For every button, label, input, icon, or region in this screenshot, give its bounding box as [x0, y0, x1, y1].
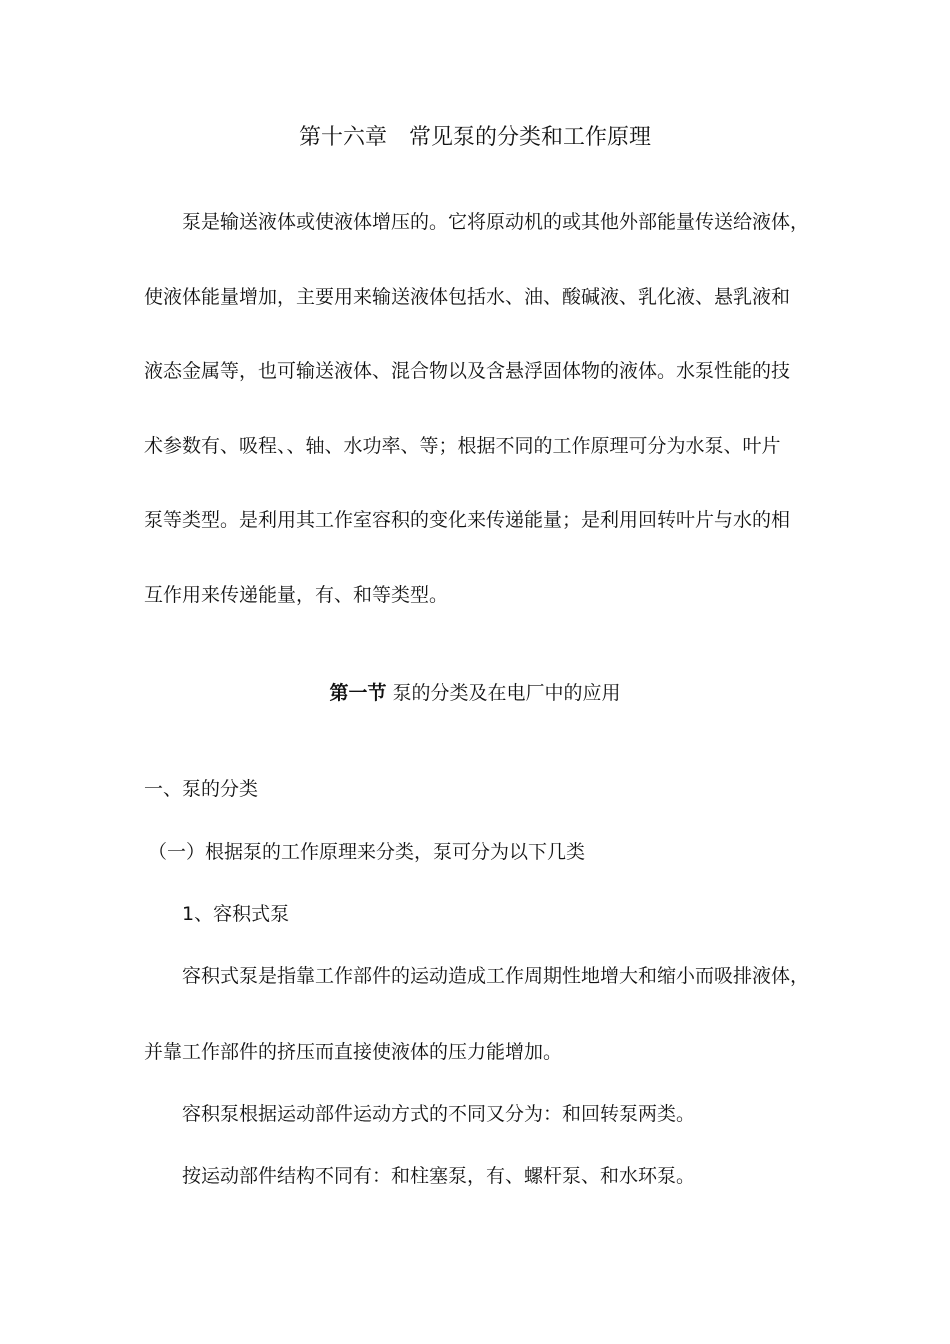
paragraph-3: 按运动部件结构不同有：和柱塞泵，有、螺杆泵、和水环泵。	[182, 1165, 696, 1187]
chapter-number: 第十六章	[298, 125, 387, 150]
chapter-name: 常见泵的分类和工作原理	[409, 125, 652, 150]
intro-line-6: 互作用来传递能量，有、和等类型。	[144, 584, 449, 606]
section-heading	[0, 681, 950, 705]
intro-line-3: 液态金属等，也可输送液体、混合物以及含悬浮固体物的液体。水泵性能的技	[144, 360, 791, 382]
paragraph-1-line-2: 并靠工作部件的挤压而直接使液体的压力能增加。	[144, 1041, 563, 1063]
heading-level-3: 1、容积式泵	[182, 903, 290, 925]
section-title: 泵的分类及在电厂中的应用	[392, 682, 621, 704]
paragraph-1-line-1: 容积式泵是指靠工作部件的运动造成工作周期性地增大和缩小而吸排液体，	[182, 965, 810, 987]
heading-level-2: （一）根据泵的工作原理来分类，泵可分为以下几类	[148, 841, 586, 863]
section-label: 第一节	[329, 682, 387, 704]
chapter-title	[0, 124, 950, 152]
paragraph-2: 容积泵根据运动部件运动方式的不同又分为：和回转泵两类。	[182, 1103, 696, 1125]
intro-line-1: 泵是输送液体或使液体增压的。它将原动机的或其他外部能量传送给液体，	[182, 211, 810, 233]
intro-line-5: 泵等类型。是利用其工作室容积的变化来传递能量；是利用回转叶片与水的相	[144, 509, 791, 531]
heading-level-1: 一、泵的分类	[144, 778, 259, 800]
intro-line-2: 使液体能量增加，主要用来输送液体包括水、油、酸碱液、乳化液、悬乳液和	[144, 286, 791, 308]
intro-line-4: 术参数有、吸程、、轴、水功率、等；根据不同的工作原理可分为水泵、叶片	[144, 435, 781, 457]
